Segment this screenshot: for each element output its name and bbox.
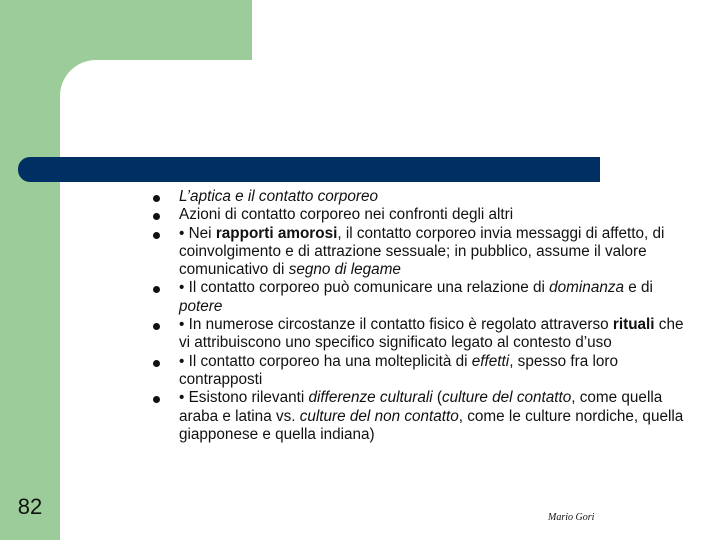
bullet-list bbox=[150, 188, 690, 444]
bullet-dot-icon bbox=[153, 360, 160, 367]
bullet-text-segment: rapporti amorosi bbox=[215, 224, 338, 242]
bullet-item bbox=[150, 389, 690, 444]
bullet-text-segment: L’aptica e il contatto corporeo bbox=[179, 188, 378, 205]
bullet-text-segment: • Nei bbox=[179, 224, 216, 242]
bullet-item bbox=[150, 279, 690, 316]
bullet-text-segment: dominanza bbox=[549, 279, 624, 297]
bullet-text-segment: , spesso fra loro contrapposti bbox=[179, 352, 619, 388]
bullet-text-segment: culture del contatto bbox=[442, 389, 572, 407]
footer-author: Mario Gori bbox=[548, 512, 595, 523]
slide-number: 82 bbox=[17, 494, 43, 519]
bullet-text-segment: che vi attribuiscono uno specifico significato legato al contesto d’uso bbox=[179, 316, 684, 352]
bullet-text-segment: • In numerose circostanze il contatto fisico è regolato attraverso bbox=[179, 316, 613, 334]
bullet-dot-icon bbox=[153, 213, 160, 220]
bullet-dot-icon bbox=[153, 323, 160, 330]
bullet-text-segment: differenze culturali bbox=[308, 389, 433, 407]
bullet-text-segment: • Il contatto corporeo ha una molteplicità di bbox=[179, 352, 472, 370]
bullet-text-segment: effetti bbox=[471, 352, 510, 370]
bullet-text-segment: , come le culture nordiche, quella giapponese e quella indiana) bbox=[179, 407, 684, 443]
bullet-dot-icon bbox=[153, 195, 160, 202]
title-bar bbox=[18, 157, 600, 182]
bullet-dot-icon bbox=[153, 396, 160, 403]
bullet-item bbox=[150, 206, 690, 224]
bullet-text-segment: , come quella araba e latina vs. bbox=[179, 389, 663, 425]
bullet-text-segment: e di bbox=[624, 279, 653, 297]
bullet-text-segment: , il contatto corporeo invia messaggi di affetto, di coinvolgimento e di attrazione sessuale; in pubblico, assume il valore comunicativo di bbox=[179, 224, 665, 279]
bullet-item bbox=[150, 225, 690, 280]
bullet-item bbox=[150, 188, 690, 206]
bullet-text-segment: • Esistono rilevanti bbox=[179, 389, 309, 407]
bullet-text-segment: culture del non contatto bbox=[299, 407, 459, 425]
bullet-text-segment: • Il contatto corporeo può comunicare una relazione di bbox=[179, 279, 550, 297]
bullet-text-segment: segno di legame bbox=[288, 261, 401, 279]
bullet-text-segment: rituali bbox=[612, 316, 655, 334]
bullet-text-segment: Azioni di contatto corporeo nei confronti degli altri bbox=[179, 206, 514, 224]
bullet-dot-icon bbox=[153, 286, 160, 293]
bullet-dot-icon bbox=[153, 232, 160, 239]
bullet-text-segment: ( bbox=[432, 389, 442, 407]
bullet-item bbox=[150, 353, 690, 390]
bullet-item bbox=[150, 316, 690, 353]
bullet-text-segment: potere bbox=[179, 297, 223, 315]
